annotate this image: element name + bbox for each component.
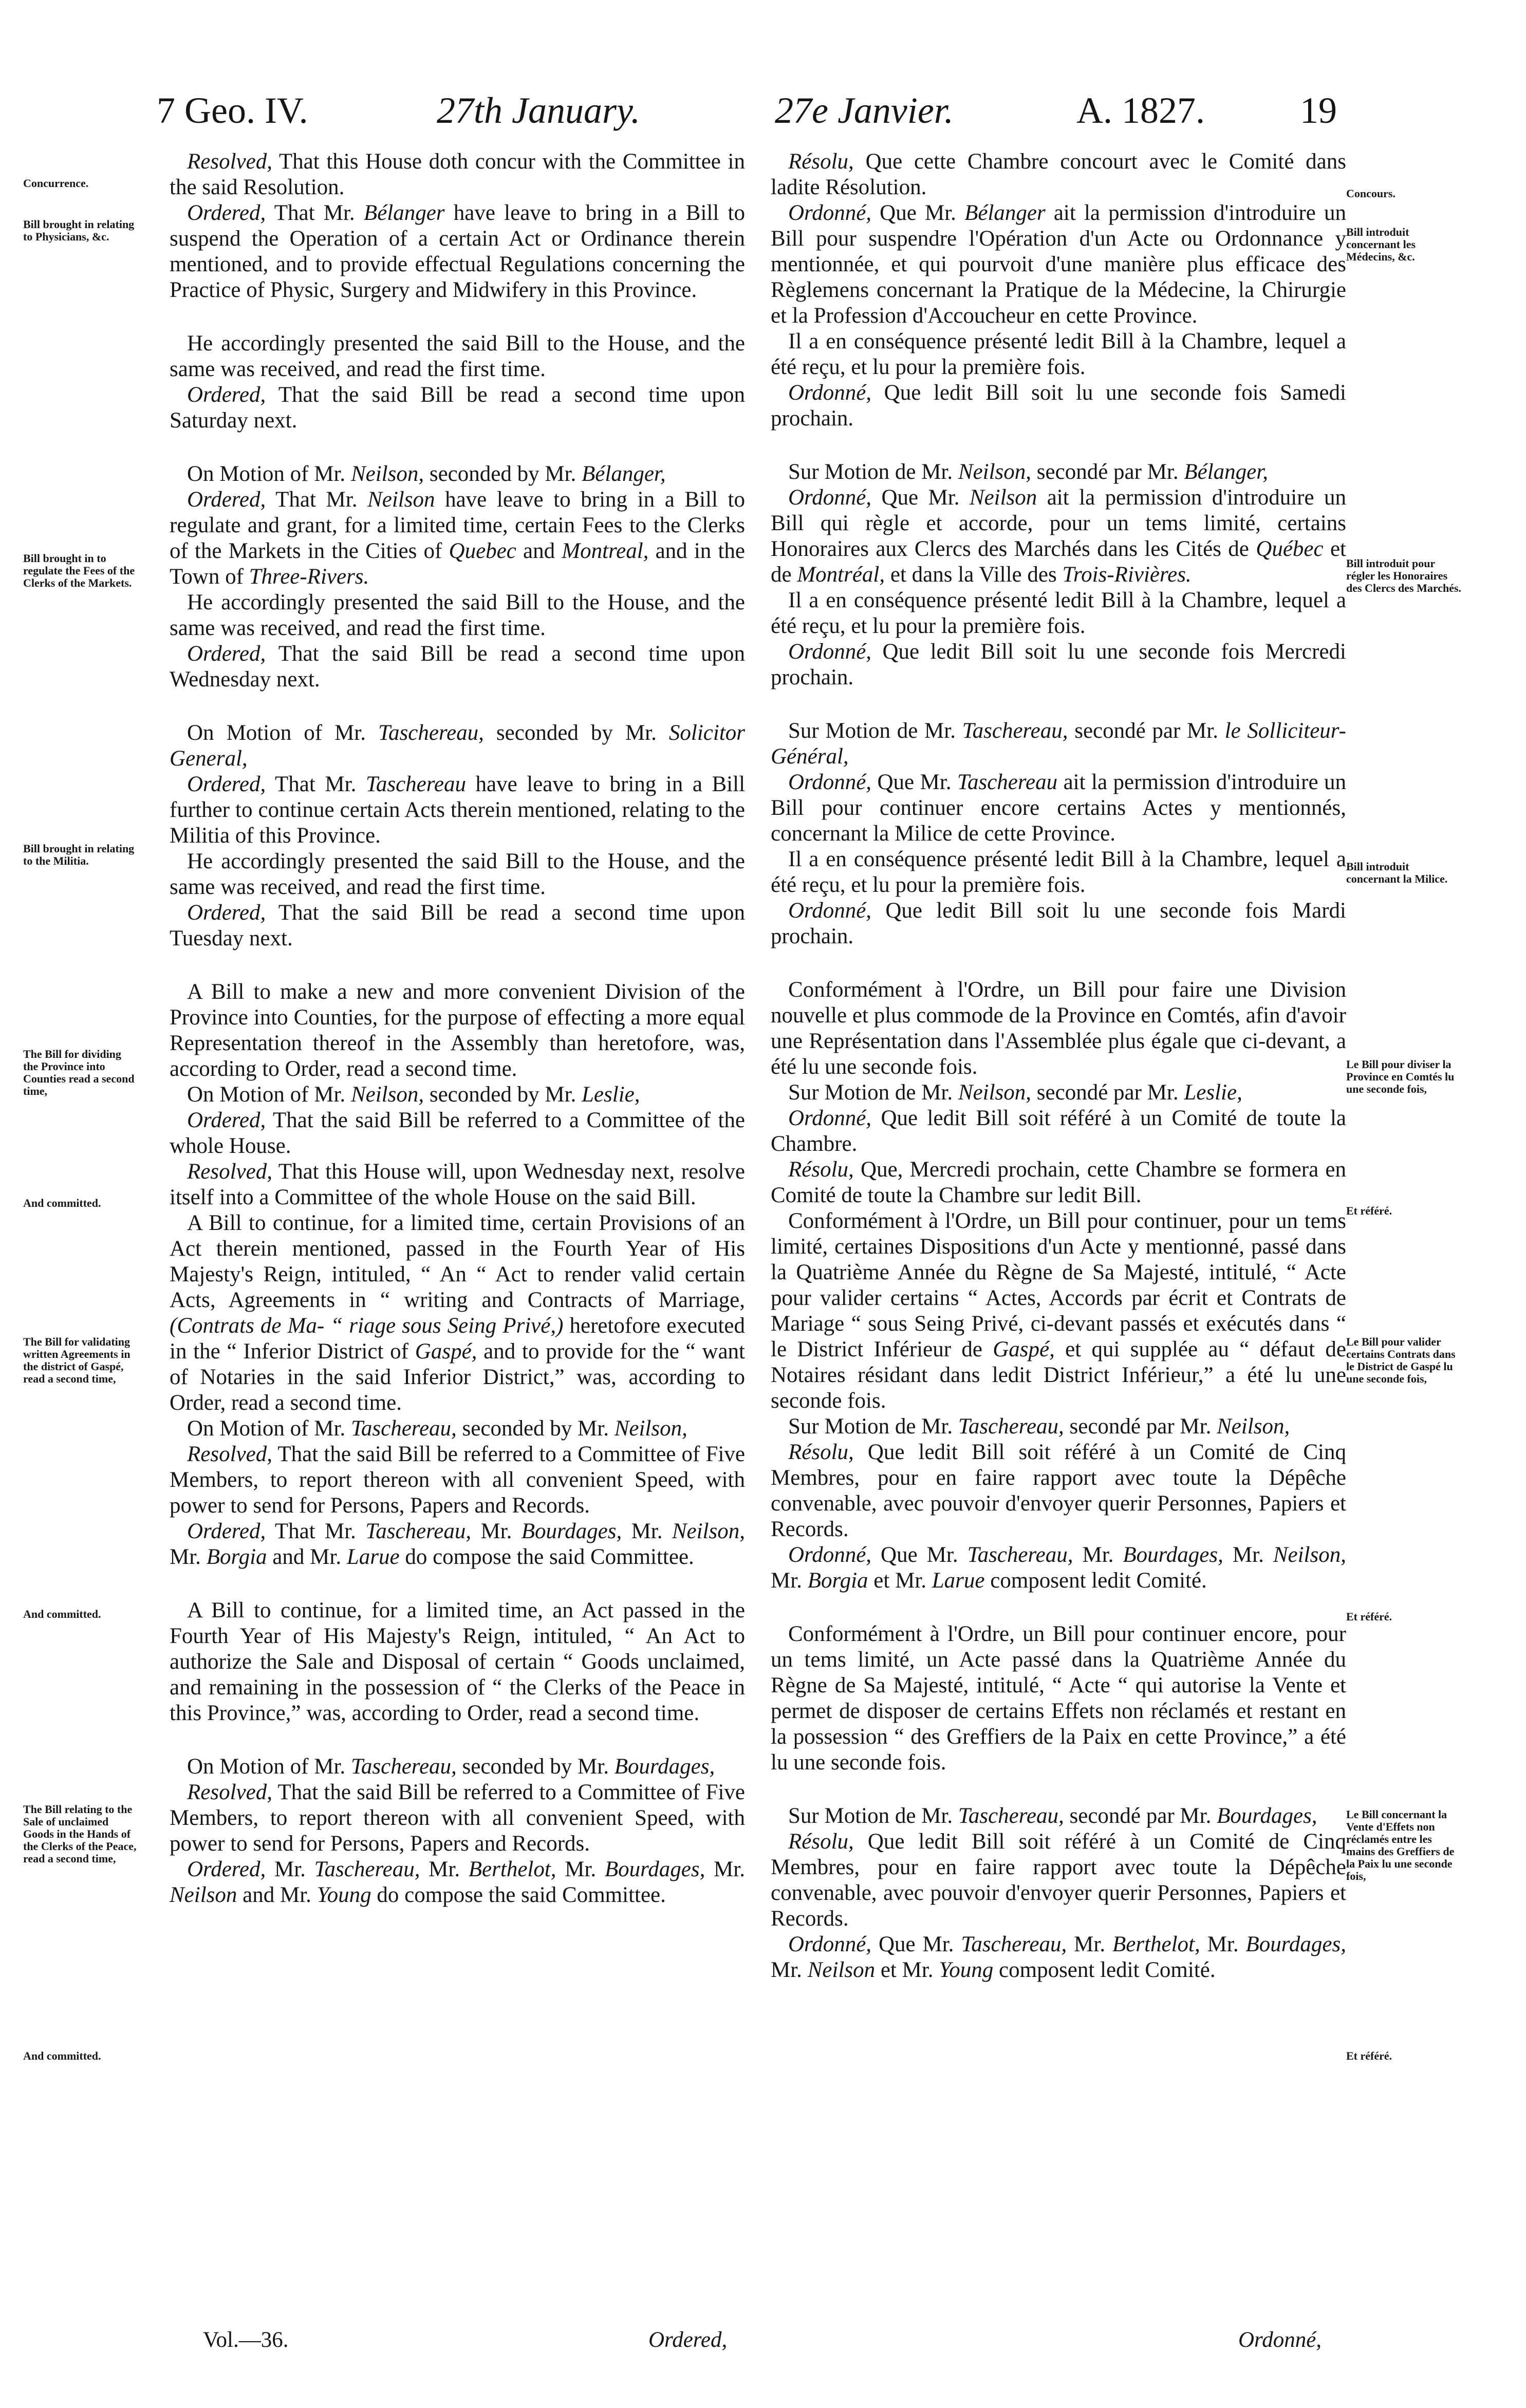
italic-text: Resolved, [187,1780,272,1804]
spacer [771,690,1346,718]
italic-text: Neilson, [958,460,1032,484]
italic-text: Leslie, [1184,1080,1242,1105]
italic-text: Gaspé, [993,1337,1055,1361]
margin-note-left: Concurrence. [23,177,89,190]
paragraph: Resolved, That the said Bill be referred to a Committee of Five Members, to report thereon with all convenient Speed, with power to send for Persons, Papers and Records. [170,1442,745,1518]
paragraph: On Motion of Mr. Neilson, seconded by Mr. Bélanger, [187,462,666,486]
paragraph: Il a en conséquence présenté ledit Bill à la Chambre, lequel a été reçu, et lu pour la première fois. [771,847,1346,897]
margin-note-right: Concours. [1346,187,1395,200]
paragraph: Ordonné, Que Mr. Bélanger ait la permission d'introduire un Bill pour suspendre l'Opération d'un Acte ou Ordonnance y mentionnée, et qui pourvoit d'une manière plus efficace des Règlemens concernant la Pratique de la Médecine, la Chirurgie et la Profession d'Accoucheur en cette Province. [771,201,1346,328]
italic-text: Ordered, [187,383,266,407]
page-number: 19 [1300,90,1337,131]
italic-text: Ordonné, [788,899,872,923]
italic-text: Ordonné, [788,381,872,405]
italic-text: Ordonné, [788,486,872,510]
paragraph: On Motion of Mr. Neilson, seconded by Mr. Leslie, [187,1082,640,1107]
paragraph: Ordered, Mr. Taschereau, Mr. Berthelot, Mr. Bourdages, Mr. Neilson and Mr. Young do compose the said Committee. [170,1857,745,1907]
margin-note-right: Et référé. [1346,1204,1392,1217]
english-column [170,149,745,1908]
margin-note-left: And committed. [23,1197,101,1209]
margin-note-right: Et référé. [1346,2049,1392,2062]
catchword-french: Ordonné, [1238,2328,1322,2352]
paragraph: A Bill to continue, for a limited time, certain Provisions of an Act therein mentioned, passed in the Fourth Year of His Majesty's Reign, intituled, “ An “ Act to render valid certain Acts, Agreements in “ writing and Contracts of Marriage, (Contrats de Ma- “ riage sous Seing Privé,) heretofore executed in the “ Inferior District of Gaspé, and to provide for the “ want of Notaries in the said Inferior District,” was, according to Order, read a second time. [170,1211,746,1415]
paragraph: Ordered, That the said Bill be read a second time upon Wednesday next. [170,642,745,692]
italic-text: Taschereau, [378,721,484,745]
paragraph: Résolu, Que cette Chambre concourt avec le Comité dans ladite Résolution. [771,150,1346,199]
italic-text: Ordonné, [788,640,872,664]
spacer [170,693,745,720]
paragraph: Ordonné, Que Mr. Taschereau ait la permission d'introduire un Bill pour continuer encore certains Actes y mentionnés, concernant la Milice de cette Province. [771,770,1346,846]
paragraph: Ordered, That Mr. Bélanger have leave to bring in a Bill to suspend the Operation of a certain Act or Ordinance therein mentioned, and to provide effectual Regulations concerning the Practice of Physic, Surgery and Midwifery in this Province. [170,201,745,302]
margin-note-right: Le Bill pour diviser la Province en Comtés lu une seconde fois, [1346,1058,1455,1095]
italic-text: Bélanger, [582,462,666,486]
paragraph: Conformément à l'Ordre, un Bill pour continuer, pour un tems limité, certaines Dispositions d'un Acte y mentionné, passé dans la Quatrième Année du Règne de Sa Majesté, intitulé, “ Acte pour valider certains “ Actes, Accords par écrit et Contrats de Mariage “ sous Seing Privé, ci-devant passés et exécutés dans “ le District Inférieur de Gaspé, et qui supplée au “ défaut de Notaires résidant dans ledit District Inférieur,” a été lu une seconde fois. [771,1209,1346,1413]
italic-text: Résolu, [788,1830,854,1854]
paragraph: Résolu, Que, Mercredi prochain, cette Chambre se formera en Comité de toute la Chambre sur ledit Bill. [771,1158,1346,1207]
margin-note-left: The Bill relating to the Sale of unclaimed Goods in the Hands of the Clerks of the Peace, read a second time, [23,1803,137,1865]
italic-text: Young [317,1883,371,1907]
italic-text: Montreal, [562,539,649,563]
paragraph: Ordonné, Que Mr. Taschereau, Mr. Berthelot, Mr. Bourdages, Mr. Neilson et Mr. Young composent ledit Comité. [771,1932,1346,1982]
margin-note-right: Le Bill concernant la Vente d'Effets non réclamés entre les mains des Greffiers de la Paix lu une seconde fois, [1346,1808,1455,1882]
italic-text: Bélanger, [1184,460,1268,484]
italic-text: Neilson [367,488,435,512]
margin-note-left: Bill brought in relating to Physicians, &c. [23,218,135,243]
italic-text: Ordered, [187,772,266,796]
italic-text: Bourdages, [614,1754,715,1779]
italic-text: Resolved, [187,1442,272,1466]
paragraph: Ordonné, Que ledit Bill soit lu une seconde fois Mercredi prochain. [771,640,1346,689]
italic-text: Neilson, [958,1080,1032,1105]
spacer [170,951,745,979]
italic-text: Ordered, [187,201,266,225]
italic-text: Solicitor General, [170,721,746,771]
margin-note-left: Bill brought in relating to the Militia. [23,842,135,867]
paragraph: On Motion of Mr. Taschereau, seconded by Mr. Solicitor General, [170,721,746,771]
italic-text: Leslie, [582,1082,640,1107]
year: A. 1827. [1076,90,1205,131]
paragraph: Ordered, That the said Bill be referred to a Committee of the whole House. [170,1108,745,1158]
italic-text: Neilson, [672,1519,745,1543]
paragraph: He accordingly presented the said Bill to the House, and the same was received, and read the first time. [170,331,745,381]
italic-text: Bélanger [964,201,1046,225]
italic-text: Ordered, [187,901,266,925]
spacer [170,303,745,331]
italic-text: Quebec [449,539,516,563]
margin-note-right: Et référé. [1346,1610,1392,1623]
catchword-english: Ordered, [648,2328,728,2352]
italic-text: Ordonné, [788,201,872,225]
paragraph: Ordered, That Mr. Taschereau, Mr. Bourdages, Mr. Neilson, Mr. Borgia and Mr. Larue do compose the said Committee. [170,1519,745,1569]
paragraph: Ordered, That the said Bill be read a second time upon Tuesday next. [170,901,745,950]
paragraph: Ordered, That Mr. Neilson have leave to bring in a Bill to regulate and grant, for a limited time, certain Fees to the Clerks of the Markets in the Cities of Quebec and Montreal, and in the Town of Three-Rivers. [170,488,746,589]
italic-text: Three-Rivers. [249,565,369,589]
paragraph: Ordonné, Que ledit Bill soit référé à un Comité de toute la Chambre. [771,1106,1346,1156]
italic-text: Larue [346,1545,400,1569]
italic-text: Borgia [807,1569,868,1593]
italic-text: Trois-Rivières. [1062,563,1192,587]
italic-text: Ordered, [187,1108,266,1132]
paragraph: Ordered, That the said Bill be read a second time upon Saturday next. [170,383,745,433]
margin-note-right: Bill introduit concernant les Médecins, &c. [1346,226,1416,263]
paragraph: Il a en conséquence présenté ledit Bill à la Chambre, lequel a été reçu, et lu pour la première fois. [771,588,1346,638]
italic-text: Neilson, [1273,1543,1346,1567]
italic-text: Larue [932,1569,985,1593]
italic-text: Bourdages, [1123,1543,1223,1567]
italic-text: Ordonné, [788,1932,872,1956]
date-french: 27e Janvier. [775,90,954,131]
paragraph: Conformément à l'Ordre, un Bill pour faire une Division nouvelle et plus commode de la Province en Comtés, afin d'avoir une Représentation dans l'Assemblée plus égale que ci-devant, a été lu une seconde fois. [771,978,1346,1079]
paragraph: Résolu, Que ledit Bill soit référé à un Comité de Cinq Membres, pour en faire rapport avec toute la Dépêche convenable, avec pouvoir d'envoyer querir Personnes, Papiers et Records. [771,1440,1346,1541]
margin-note-right: Bill introduit pour régler les Honoraires des Clercs des Marchés. [1346,557,1462,594]
italic-text: Taschereau, [962,719,1068,743]
volume-signature: Vol.—36. [203,2328,289,2352]
spacer [771,1776,1346,1803]
italic-text: Ordered, [187,642,266,666]
italic-text: Neilson [170,1883,237,1907]
paragraph: Ordonné, Que Mr. Taschereau, Mr. Bourdages, Mr. Neilson, Mr. Borgia et Mr. Larue composent ledit Comité. [771,1543,1346,1593]
italic-text: Ordonné, [788,770,872,794]
italic-text: Berthelot, [1112,1932,1200,1956]
french-column [771,149,1346,1983]
paragraph: A Bill to continue, for a limited time, an Act passed in the Fourth Year of His Majesty's Reign, intituled, “ An Act to authorize the Sale and Disposal of certain “ Goods unclaimed, and remaining in the possession of “ the Clerks of the Peace in this Province,” was, according to Order, read a second time. [170,1598,745,1725]
spacer [771,949,1346,977]
paragraph: Resolved, That this House doth concur with the Committee in the said Resolution. [170,150,745,199]
italic-text: Neilson, [350,462,424,486]
italic-text: Taschereau [365,772,466,796]
italic-text: Young [939,1958,994,1982]
italic-text: Ordered, [187,1857,266,1881]
italic-text: Neilson, [614,1416,687,1441]
paragraph: Ordonné, Que ledit Bill soit lu une seconde fois Mardi prochain. [771,899,1346,948]
paragraph: Conformément à l'Ordre, un Bill pour continuer encore, pour un tems limité, un Acte passé dans la Quatrième Année du Règne de Sa Majesté, intitulé, “ Acte “ qui autorise la Vente et permet de disposer de certains Effets non réclamés et restant en la possession “ des Greffiers de la Paix en cette Province,” a été lu une seconde fois. [771,1622,1346,1775]
italic-text: Bourdages, [1217,1804,1317,1828]
paragraph: Sur Motion de Mr. Taschereau, secondé par Mr. le Solliciteur-Général, [771,719,1346,769]
italic-text: Bélanger [363,201,445,225]
italic-text: Borgia [206,1545,267,1569]
italic-text: Taschereau, [967,1543,1073,1567]
margin-note-right: Bill introduit concernant la Milice. [1346,860,1448,885]
italic-text: Ordonné, [788,1543,872,1567]
date-english: 27th January. [437,90,640,131]
margin-note-left: The Bill for dividing the Province into Counties read a second time, [23,1048,135,1097]
paragraph: He accordingly presented the said Bill to the House, and the same was received, and read the first time. [170,849,745,899]
paragraph: Sur Motion de Mr. Neilson, secondé par Mr. Leslie, [788,1080,1242,1105]
page-header [0,87,1526,144]
italic-text: Bourdages, [521,1519,622,1543]
paragraph: Sur Motion de Mr. Taschereau, secondé par Mr. Bourdages, [788,1804,1317,1828]
paragraph: Ordered, That Mr. Taschereau have leave to bring in a Bill further to continue certain Acts therein mentioned, relating to the Militia of this Province. [170,772,746,848]
italic-text: Taschereau [957,770,1058,794]
italic-text: Resolved, [187,1160,272,1184]
paragraph: He accordingly presented the said Bill to the House, and the same was received, and read the first time. [170,590,745,640]
italic-text: Bourdages, [604,1857,705,1881]
margin-note-right: Le Bill pour valider certains Contrats dans le District de Gaspé lu une seconde fois, [1346,1335,1456,1385]
italic-text: Ordered, [187,488,266,512]
italic-text: Berthelot, [468,1857,556,1881]
italic-text: Taschereau, [961,1932,1067,1956]
italic-text: Taschereau, [958,1414,1064,1439]
italic-text: Résolu, [788,150,854,174]
margin-note-left: Bill brought in to regulate the Fees of the Clerks of the Markets. [23,552,135,589]
italic-text: Taschereau, [365,1519,472,1543]
spacer [771,432,1346,459]
spacer [170,1570,745,1598]
italic-text: Montréal, [797,563,885,587]
paragraph: On Motion of Mr. Taschereau, seconded by Mr. Neilson, [187,1416,687,1441]
italic-text: Neilson, [1217,1414,1290,1439]
paragraph: Il a en conséquence présenté ledit Bill à la Chambre, lequel a été reçu, et lu pour la première fois. [771,329,1346,379]
italic-text: Ordonné, [788,1106,872,1130]
spacer [170,1726,745,1754]
margin-note-left: And committed. [23,2049,101,2062]
italic-text: Taschereau, [958,1804,1064,1828]
paragraph: A Bill to make a new and more convenient Division of the Province into Counties, for the purpose of effecting a more equal Representation thereof in the Assembly than heretofore, was, according to Order, read a second time. [170,980,745,1081]
paragraph: Résolu, Que ledit Bill soit référé à un Comité de Cinq Membres, pour en faire rapport avec toute la Dépêche convenable, avec pouvoir d'envoyer querir Personnes, Papiers et Records. [771,1830,1346,1931]
paragraph: Resolved, That this House will, upon Wednesday next, resolve itself into a Committee of the whole House on the said Bill. [170,1160,745,1209]
italic-text: Neilson [969,486,1037,510]
italic-text: Neilson, [350,1082,424,1107]
paragraph: Ordonné, Que ledit Bill soit lu une seconde fois Samedi prochain. [771,381,1346,431]
regnal-year: 7 Geo. IV. [157,90,308,131]
italic-text: Résolu, [788,1440,854,1464]
italic-text: Ordered, [187,1519,266,1543]
italic-text: le Solliciteur-Général, [771,719,1346,769]
paragraph: Sur Motion de Mr. Neilson, secondé par Mr. Bélanger, [788,460,1268,484]
italic-text: Neilson [807,1958,876,1982]
italic-text: (Contrats de Ma- “ riage sous Seing Privé,) [170,1314,564,1338]
italic-text: Taschereau, [350,1754,457,1779]
paragraph: Ordonné, Que Mr. Neilson ait la permission d'introduire un Bill qui règle et accorde, pour un tems limité, certains Honoraires aux Clercs des Marchés dans les Cités de Québec et de Montréal, et dans la Ville des Trois-Rivières. [771,486,1346,587]
italic-text: Taschereau, [350,1416,457,1441]
spacer [170,434,745,461]
spacer [771,1594,1346,1621]
paragraph: On Motion of Mr. Taschereau, seconded by Mr. Bourdages, [187,1754,715,1779]
italic-text: Bourdages, [1245,1932,1346,1956]
italic-text: Taschereau, [314,1857,420,1881]
margin-note-left: The Bill for validating written Agreements in the district of Gaspé, read a second time, [23,1335,131,1385]
paragraph: Sur Motion de Mr. Taschereau, secondé par Mr. Neilson, [788,1414,1290,1439]
margin-note-left: And committed. [23,1608,101,1620]
italic-text: Gaspé, [415,1339,477,1364]
italic-text: Québec [1256,537,1324,561]
italic-text: Resolved, [187,150,272,174]
paragraph: Resolved, That the said Bill be referred to a Committee of Five Members, to report thereon with all convenient Speed, with power to send for Persons, Papers and Records. [170,1780,745,1856]
italic-text: Résolu, [788,1158,854,1182]
